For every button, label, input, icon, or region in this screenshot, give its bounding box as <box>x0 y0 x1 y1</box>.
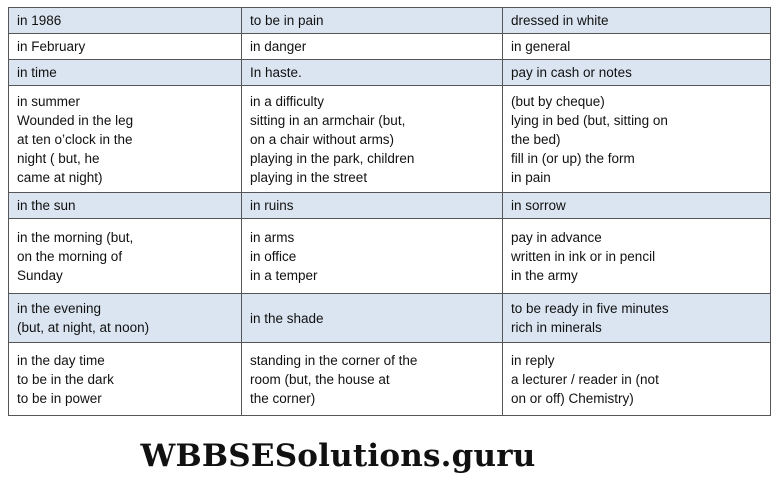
table-row <box>9 34 771 60</box>
table-row <box>9 60 771 86</box>
table-row <box>9 193 771 219</box>
table-cell: in time <box>9 60 242 86</box>
table-cell: standing in the corner of the room (but, the house at the corner) <box>242 343 503 416</box>
table-cell: in the evening (but, at night, at noon) <box>9 294 242 343</box>
table-cell: dressed in white <box>503 8 771 34</box>
table-row <box>9 8 771 34</box>
phrase-table <box>8 7 771 416</box>
table-row <box>9 294 771 343</box>
table-cell: pay in advance written in ink or in pencil in the army <box>503 219 771 294</box>
table-cell: in February <box>9 34 242 60</box>
table-cell: to be in pain <box>242 8 503 34</box>
table-cell: in the sun <box>9 193 242 219</box>
site-watermark: WBBSESolutions.guru <box>140 438 536 474</box>
table-row <box>9 86 771 193</box>
table-cell: in sorrow <box>503 193 771 219</box>
table-cell: to be ready in five minutes rich in minerals <box>503 294 771 343</box>
table-cell: in reply a lecturer / reader in (not on or off) Chemistry) <box>503 343 771 416</box>
table-cell: in the morning (but, on the morning of Sunday <box>9 219 242 294</box>
table-cell: in summer Wounded in the leg at ten o’clock in the night ( but, he came at night) <box>9 86 242 193</box>
table-cell: in danger <box>242 34 503 60</box>
table-cell: In haste. <box>242 60 503 86</box>
table-cell: in a difficulty sitting in an armchair (but, on a chair without arms) playing in the park, children playing in the street <box>242 86 503 193</box>
table-cell: in general <box>503 34 771 60</box>
table-cell: in ruins <box>242 193 503 219</box>
table-row <box>9 219 771 294</box>
table-cell: in 1986 <box>9 8 242 34</box>
table-cell: (but by cheque) lying in bed (but, sitting on the bed) fill in (or up) the form in pain <box>503 86 771 193</box>
table-row <box>9 343 771 416</box>
table-cell: in arms in office in a temper <box>242 219 503 294</box>
table-cell: in the shade <box>242 294 503 343</box>
table-cell: pay in cash or notes <box>503 60 771 86</box>
table-cell: in the day time to be in the dark to be in power <box>9 343 242 416</box>
